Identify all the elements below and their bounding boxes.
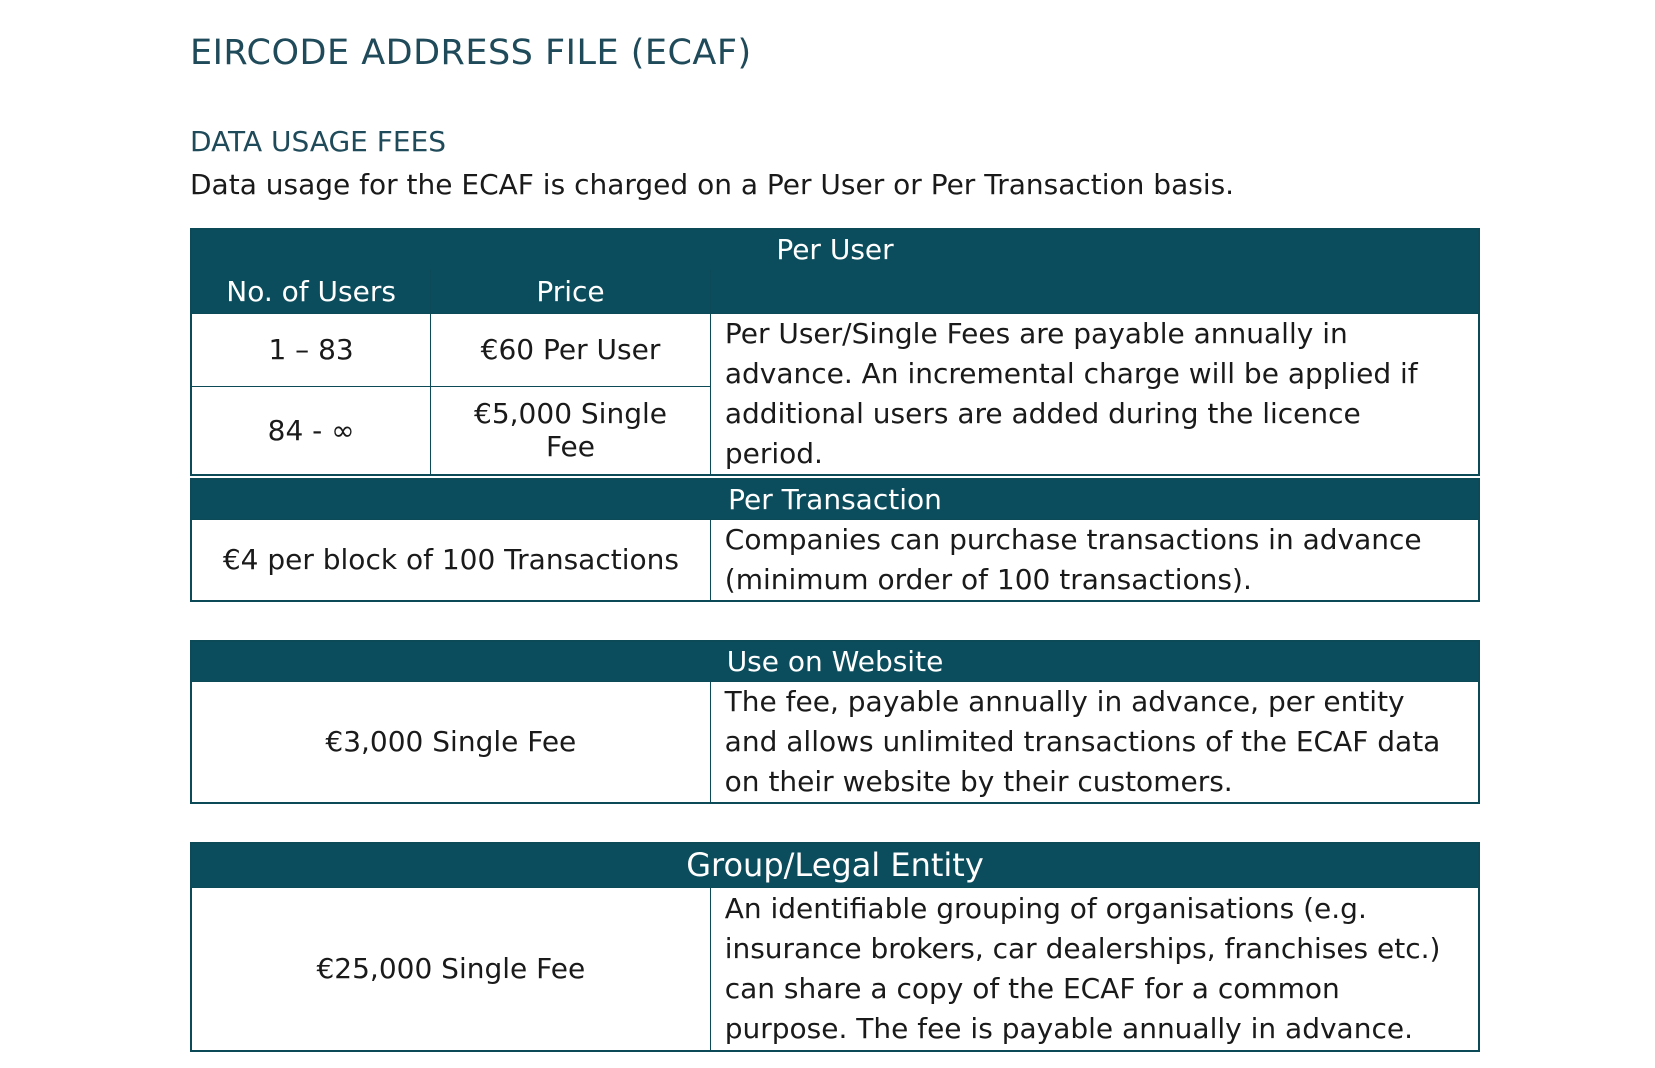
- group-legal-entity-price: €25,000 Single Fee: [191, 887, 710, 1051]
- per-user-description: Per User/Single Fees are payable annually in advance. An incremental charge will be applied if additional users are added during the licence period.: [710, 313, 1479, 475]
- per-transaction-title: Per Transaction: [191, 479, 1479, 519]
- page-title: EIRCODE ADDRESS FILE (ECAF): [190, 33, 752, 74]
- use-on-website-description: The fee, payable annually in advance, per entity and allows unlimited transactions of the ECAF data on their website by their customers.: [710, 681, 1479, 803]
- intro-text: Data usage for the ECAF is charged on a Per User or Per Transaction basis.: [190, 168, 1235, 201]
- per-user-table: [190, 228, 1480, 476]
- section-title: DATA USAGE FEES: [190, 125, 447, 159]
- per-transaction-price: €4 per block of 100 Transactions: [191, 519, 710, 601]
- price-column-header: Price: [431, 269, 711, 313]
- use-on-website-title: Use on Website: [191, 641, 1479, 681]
- price-cell: €60 Per User: [431, 313, 711, 386]
- table-row: [191, 681, 1479, 803]
- table-row: [191, 887, 1479, 1051]
- table-row: [191, 313, 1479, 386]
- per-transaction-description: Companies can purchase transactions in advance (minimum order of 100 transactions).: [710, 519, 1479, 601]
- users-column-header: No. of Users: [191, 269, 431, 313]
- description-column-header: [710, 269, 1479, 313]
- per-transaction-table: [190, 478, 1480, 602]
- use-on-website-price: €3,000 Single Fee: [191, 681, 710, 803]
- group-legal-entity-title: Group/Legal Entity: [191, 843, 1479, 887]
- users-cell: 84 - ∞: [191, 386, 431, 474]
- use-on-website-table: [190, 640, 1480, 804]
- per-user-title: Per User: [191, 229, 1479, 269]
- group-legal-entity-description: An identifiable grouping of organisations (e.g. insurance brokers, car dealerships, franchises etc.) can share a copy of the ECAF for a common purpose. The fee is payable annually in advance.: [710, 887, 1479, 1051]
- table-row: [191, 519, 1479, 601]
- group-legal-entity-table: [190, 842, 1480, 1052]
- price-cell: €5,000 Single Fee: [431, 386, 711, 474]
- users-cell: 1 – 83: [191, 313, 431, 386]
